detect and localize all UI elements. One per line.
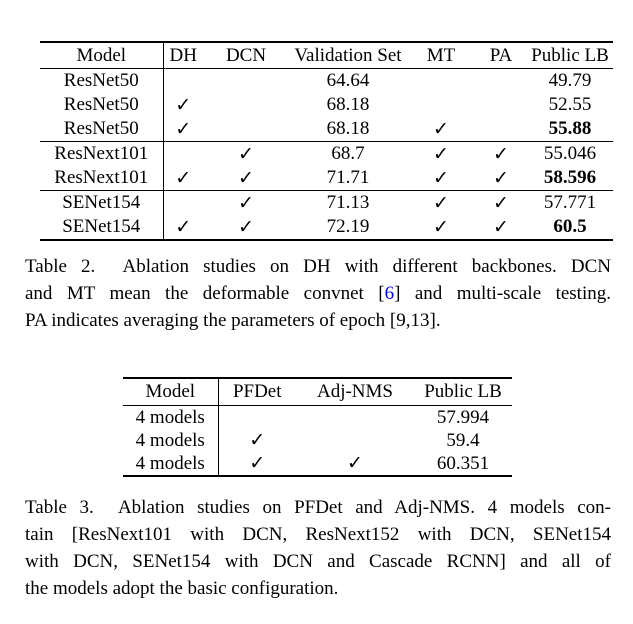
mt-check-cell: ✓ — [433, 216, 449, 238]
caption-line: tain [ResNext101 with DCN, ResNext152 with DCN, SENet154 — [25, 524, 611, 545]
table2-col-header-public-lb: Public LB — [531, 44, 609, 66]
table2-col-header-model: Model — [40, 42, 163, 69]
model-cell: SENet154 — [40, 191, 163, 216]
caption-line: with DCN, SENet154 with DCN and Cascade RCNN] and all of — [25, 551, 611, 572]
model-cell: 4 models — [123, 406, 218, 430]
pa-check-cell — [475, 117, 527, 142]
pa-check-cell: ✓ — [493, 216, 509, 238]
table2-header-row — [40, 42, 613, 69]
model-cell: 4 models — [123, 452, 218, 476]
model-cell: SENet154 — [40, 215, 163, 240]
validation-set-cell: 64.64 — [326, 70, 370, 91]
dh-check-cell — [163, 69, 203, 94]
dh-check-cell: ✓ — [175, 167, 192, 189]
dh-check-cell: ✓ — [175, 94, 192, 116]
pfdet-check-cell: ✓ — [249, 430, 266, 451]
mt-check-cell: ✓ — [433, 118, 449, 140]
validation-set-cell: 68.7 — [331, 143, 365, 164]
validation-set-cell: 68.18 — [326, 94, 370, 115]
table2-row — [40, 166, 613, 191]
caption-line: the models adopt the basic configuration. — [25, 578, 339, 599]
table3-row — [123, 406, 512, 430]
dcn-check-cell — [203, 117, 289, 142]
validation-set-cell: 71.71 — [326, 167, 370, 188]
adj-nms-check-cell: ✓ — [347, 453, 363, 474]
model-cell: ResNet50 — [40, 69, 163, 94]
model-cell: ResNext101 — [40, 142, 163, 167]
dh-check-cell — [163, 142, 203, 167]
table2-row — [40, 93, 613, 117]
table3-col-header-adj-nms: Adj-NMS — [316, 381, 393, 402]
dcn-check-cell: ✓ — [238, 192, 254, 214]
dcn-check-cell — [203, 93, 289, 117]
pfdet-check-cell: ✓ — [249, 453, 266, 474]
caption-text: ] and multi-scale testing. — [394, 283, 611, 304]
table2-row — [40, 191, 613, 216]
caption-text: and MT mean the deformable convnet [ — [25, 283, 385, 304]
pa-check-cell: ✓ — [493, 167, 509, 189]
caption-line: Table 2. Ablation studies on DH with different backbones. DCN — [25, 256, 611, 277]
table2-row — [40, 69, 613, 94]
dh-check-cell: ✓ — [175, 118, 192, 140]
public-lb-cell: 59.4 — [446, 429, 480, 451]
pa-check-cell: ✓ — [493, 143, 509, 165]
table3-row — [123, 452, 512, 476]
mt-check-cell: ✓ — [433, 192, 449, 214]
public-lb-cell: 58.596 — [543, 167, 597, 188]
public-lb-cell: 60.5 — [553, 216, 587, 237]
public-lb-cell: 57.994 — [436, 406, 490, 428]
table3-col-header-model: Model — [123, 378, 218, 406]
dcn-check-cell: ✓ — [238, 143, 254, 165]
table2-col-header-pa: PA — [489, 44, 513, 66]
mt-check-cell — [407, 69, 475, 94]
public-lb-cell: 60.351 — [436, 452, 490, 474]
table3-ablation-pfdet — [123, 377, 512, 477]
validation-set-cell: 72.19 — [326, 216, 370, 237]
table2-row — [40, 117, 613, 142]
dcn-check-cell: ✓ — [238, 216, 254, 238]
pa-check-cell — [475, 93, 527, 117]
mt-check-cell: ✓ — [433, 143, 449, 165]
table3-row — [123, 429, 512, 452]
table3-caption — [25, 494, 611, 602]
public-lb-cell: 49.79 — [548, 70, 592, 91]
pa-check-cell: ✓ — [493, 192, 509, 214]
adj-nms-check-cell — [296, 429, 414, 452]
citation-link-6[interactable]: 6 — [384, 283, 395, 304]
pa-check-cell — [475, 69, 527, 94]
public-lb-cell: 55.88 — [548, 118, 592, 139]
model-cell: 4 models — [123, 429, 218, 452]
dh-check-cell — [163, 191, 203, 216]
table2-row — [40, 142, 613, 167]
caption-line: PA indicates averaging the parameters of epoch [9,13]. — [25, 310, 441, 331]
table3-header-row — [123, 378, 512, 406]
table2-caption — [25, 253, 611, 334]
model-cell: ResNext101 — [40, 166, 163, 191]
table2-col-header-dh: DH — [169, 44, 197, 66]
validation-set-cell: 68.18 — [326, 118, 370, 139]
model-cell: ResNet50 — [40, 117, 163, 142]
table2-row — [40, 215, 613, 240]
dcn-check-cell: ✓ — [238, 167, 254, 189]
pfdet-check-cell — [218, 406, 296, 430]
table2-col-header-dcn: DCN — [225, 44, 267, 66]
table3-col-header-public-lb: Public LB — [424, 381, 502, 402]
adj-nms-check-cell — [296, 406, 414, 430]
caption-line: Table 3. Ablation studies on PFDet and Adj-NMS. 4 models con- — [25, 497, 611, 518]
validation-set-cell: 71.13 — [326, 192, 370, 213]
table2-ablation-dh — [40, 41, 613, 241]
table2-col-header-validation-set: Validation Set — [294, 44, 402, 66]
public-lb-cell: 57.771 — [543, 192, 597, 213]
dh-check-cell: ✓ — [175, 216, 192, 238]
public-lb-cell: 52.55 — [548, 94, 592, 115]
model-cell: ResNet50 — [40, 93, 163, 117]
public-lb-cell: 55.046 — [543, 143, 597, 164]
dcn-check-cell — [203, 69, 289, 94]
mt-check-cell — [407, 93, 475, 117]
mt-check-cell: ✓ — [433, 167, 449, 189]
table2-col-header-mt: MT — [426, 44, 456, 66]
caption-line — [25, 280, 611, 307]
table3-col-header-pfdet: PFDet — [232, 381, 282, 402]
